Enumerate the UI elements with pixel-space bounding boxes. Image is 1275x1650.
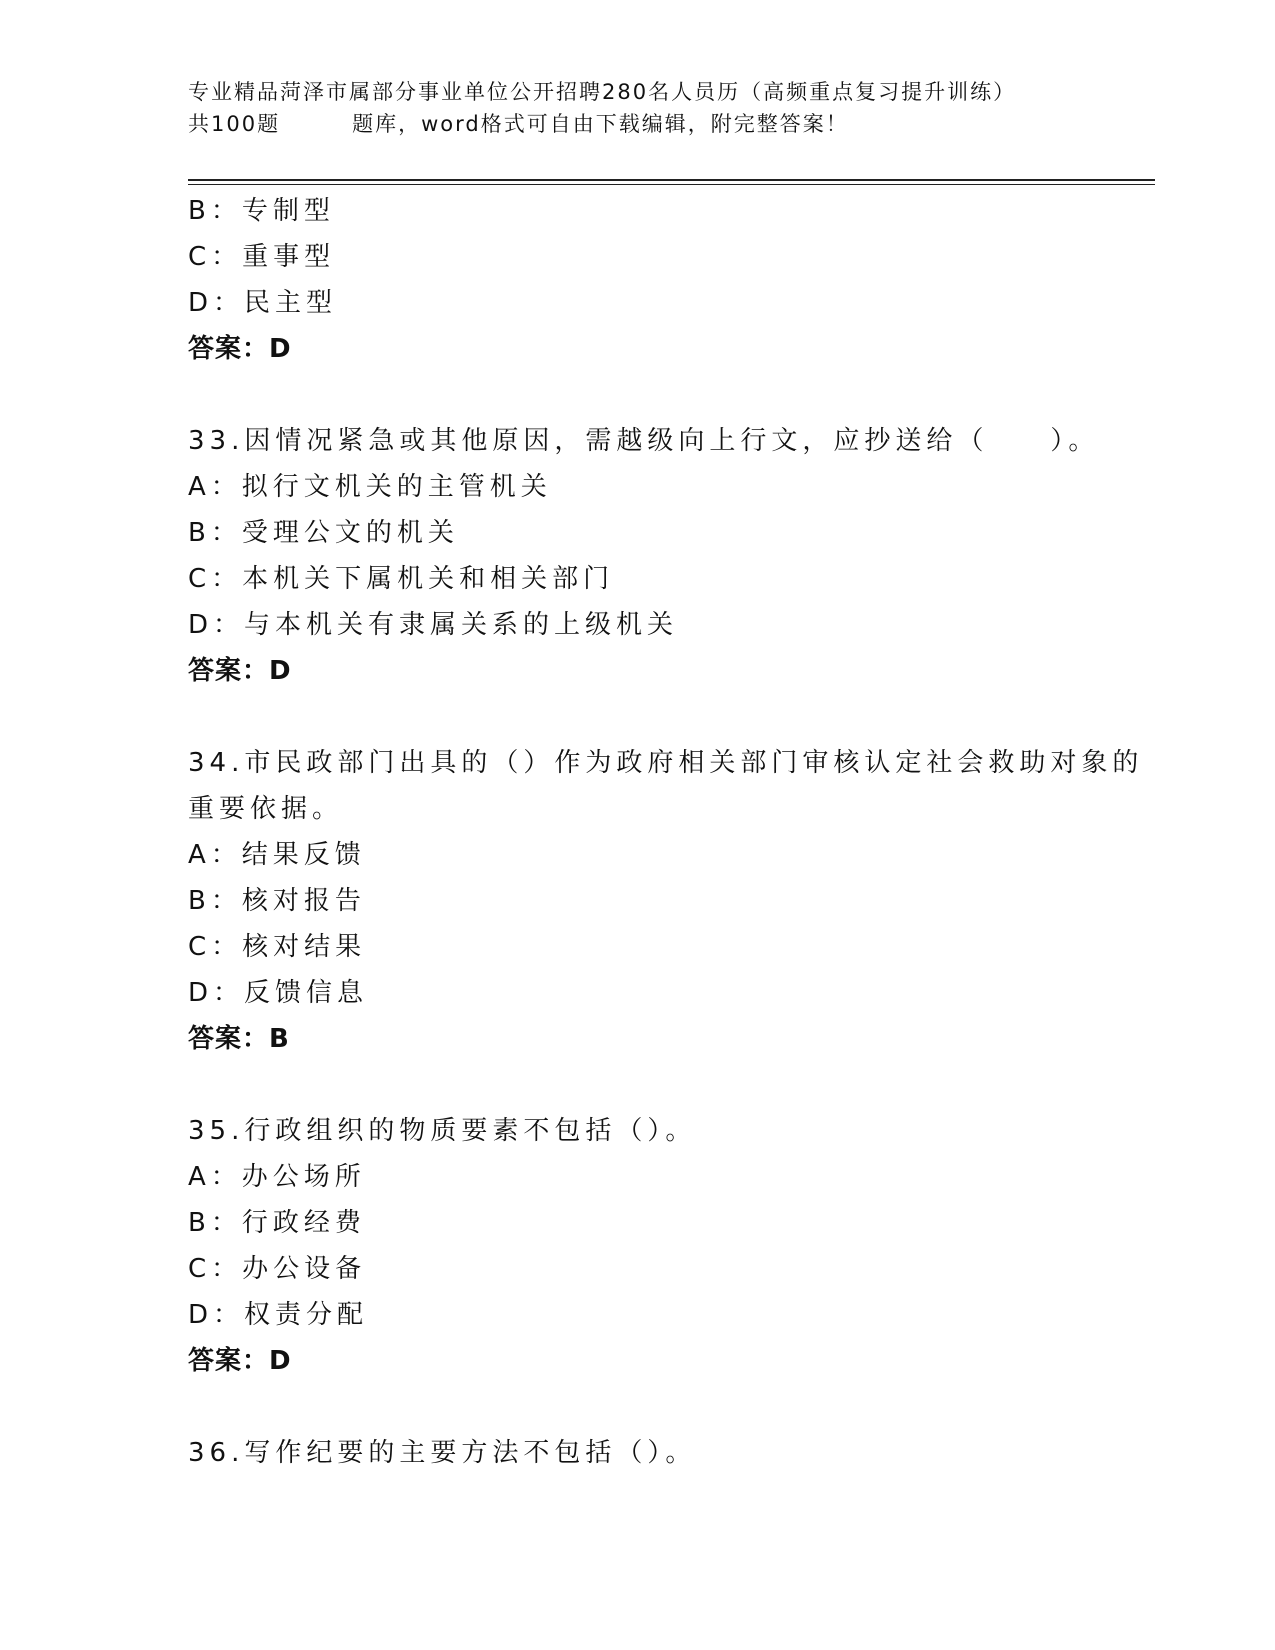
question-stem: 33.因情况紧急或其他原因，需越级向上行文，应抄送给（ ）。	[188, 426, 1100, 456]
question-stem: 36.写作纪要的主要方法不包括（）。	[188, 1438, 697, 1468]
option-d: D：与本机关有隶属关系的上级机关	[188, 610, 679, 640]
answer-line: 答案：D	[188, 1346, 292, 1376]
header-title: 专业精品菏泽市属部分事业单位公开招聘280名人员历（高频重点复习提升训练）	[188, 80, 1017, 104]
question-stem: 35.行政组织的物质要素不包括（）。	[188, 1116, 697, 1146]
header-description: 题库，word格式可自由下载编辑，附完整答案！	[352, 112, 849, 136]
question-list	[188, 188, 1144, 1476]
option-a: A：办公场所	[188, 1162, 366, 1192]
answer-line: 答案：D	[188, 656, 292, 686]
question-block-32	[188, 188, 1088, 372]
option-b: B：专制型	[188, 196, 335, 226]
document-header	[188, 76, 1088, 140]
option-b: B：受理公文的机关	[188, 518, 459, 548]
option-a: A：结果反馈	[188, 840, 366, 870]
question-block-36	[188, 1430, 1088, 1476]
answer-line: 答案：B	[188, 1024, 290, 1054]
option-d: D：民主型	[188, 288, 338, 318]
option-d: D：反馈信息	[188, 978, 369, 1008]
option-c: C：本机关下属机关和相关部门	[188, 564, 615, 594]
option-c: C：重事型	[188, 242, 336, 272]
option-b: B：行政经费	[188, 1208, 366, 1238]
question-stem: 34.市民政部门出具的（）作为政府相关部门审核认定社会救助对象的	[188, 748, 1144, 778]
question-stem-continued: 重要依据。	[188, 794, 344, 824]
option-a: A：拟行文机关的主管机关	[188, 472, 552, 502]
option-c: C：核对结果	[188, 932, 367, 962]
header-divider-thick	[188, 179, 1155, 181]
option-b: B：核对报告	[188, 886, 366, 916]
header-question-count: 共100题	[188, 112, 281, 136]
answer-line: 答案：D	[188, 334, 292, 364]
question-block-34	[188, 740, 1144, 1062]
option-d: D：权责分配	[188, 1300, 369, 1330]
option-c: C：办公设备	[188, 1254, 367, 1284]
header-subtitle	[188, 108, 1088, 140]
question-block-35	[188, 1108, 1088, 1384]
header-divider-thin	[188, 184, 1155, 185]
question-block-33	[188, 418, 1100, 694]
